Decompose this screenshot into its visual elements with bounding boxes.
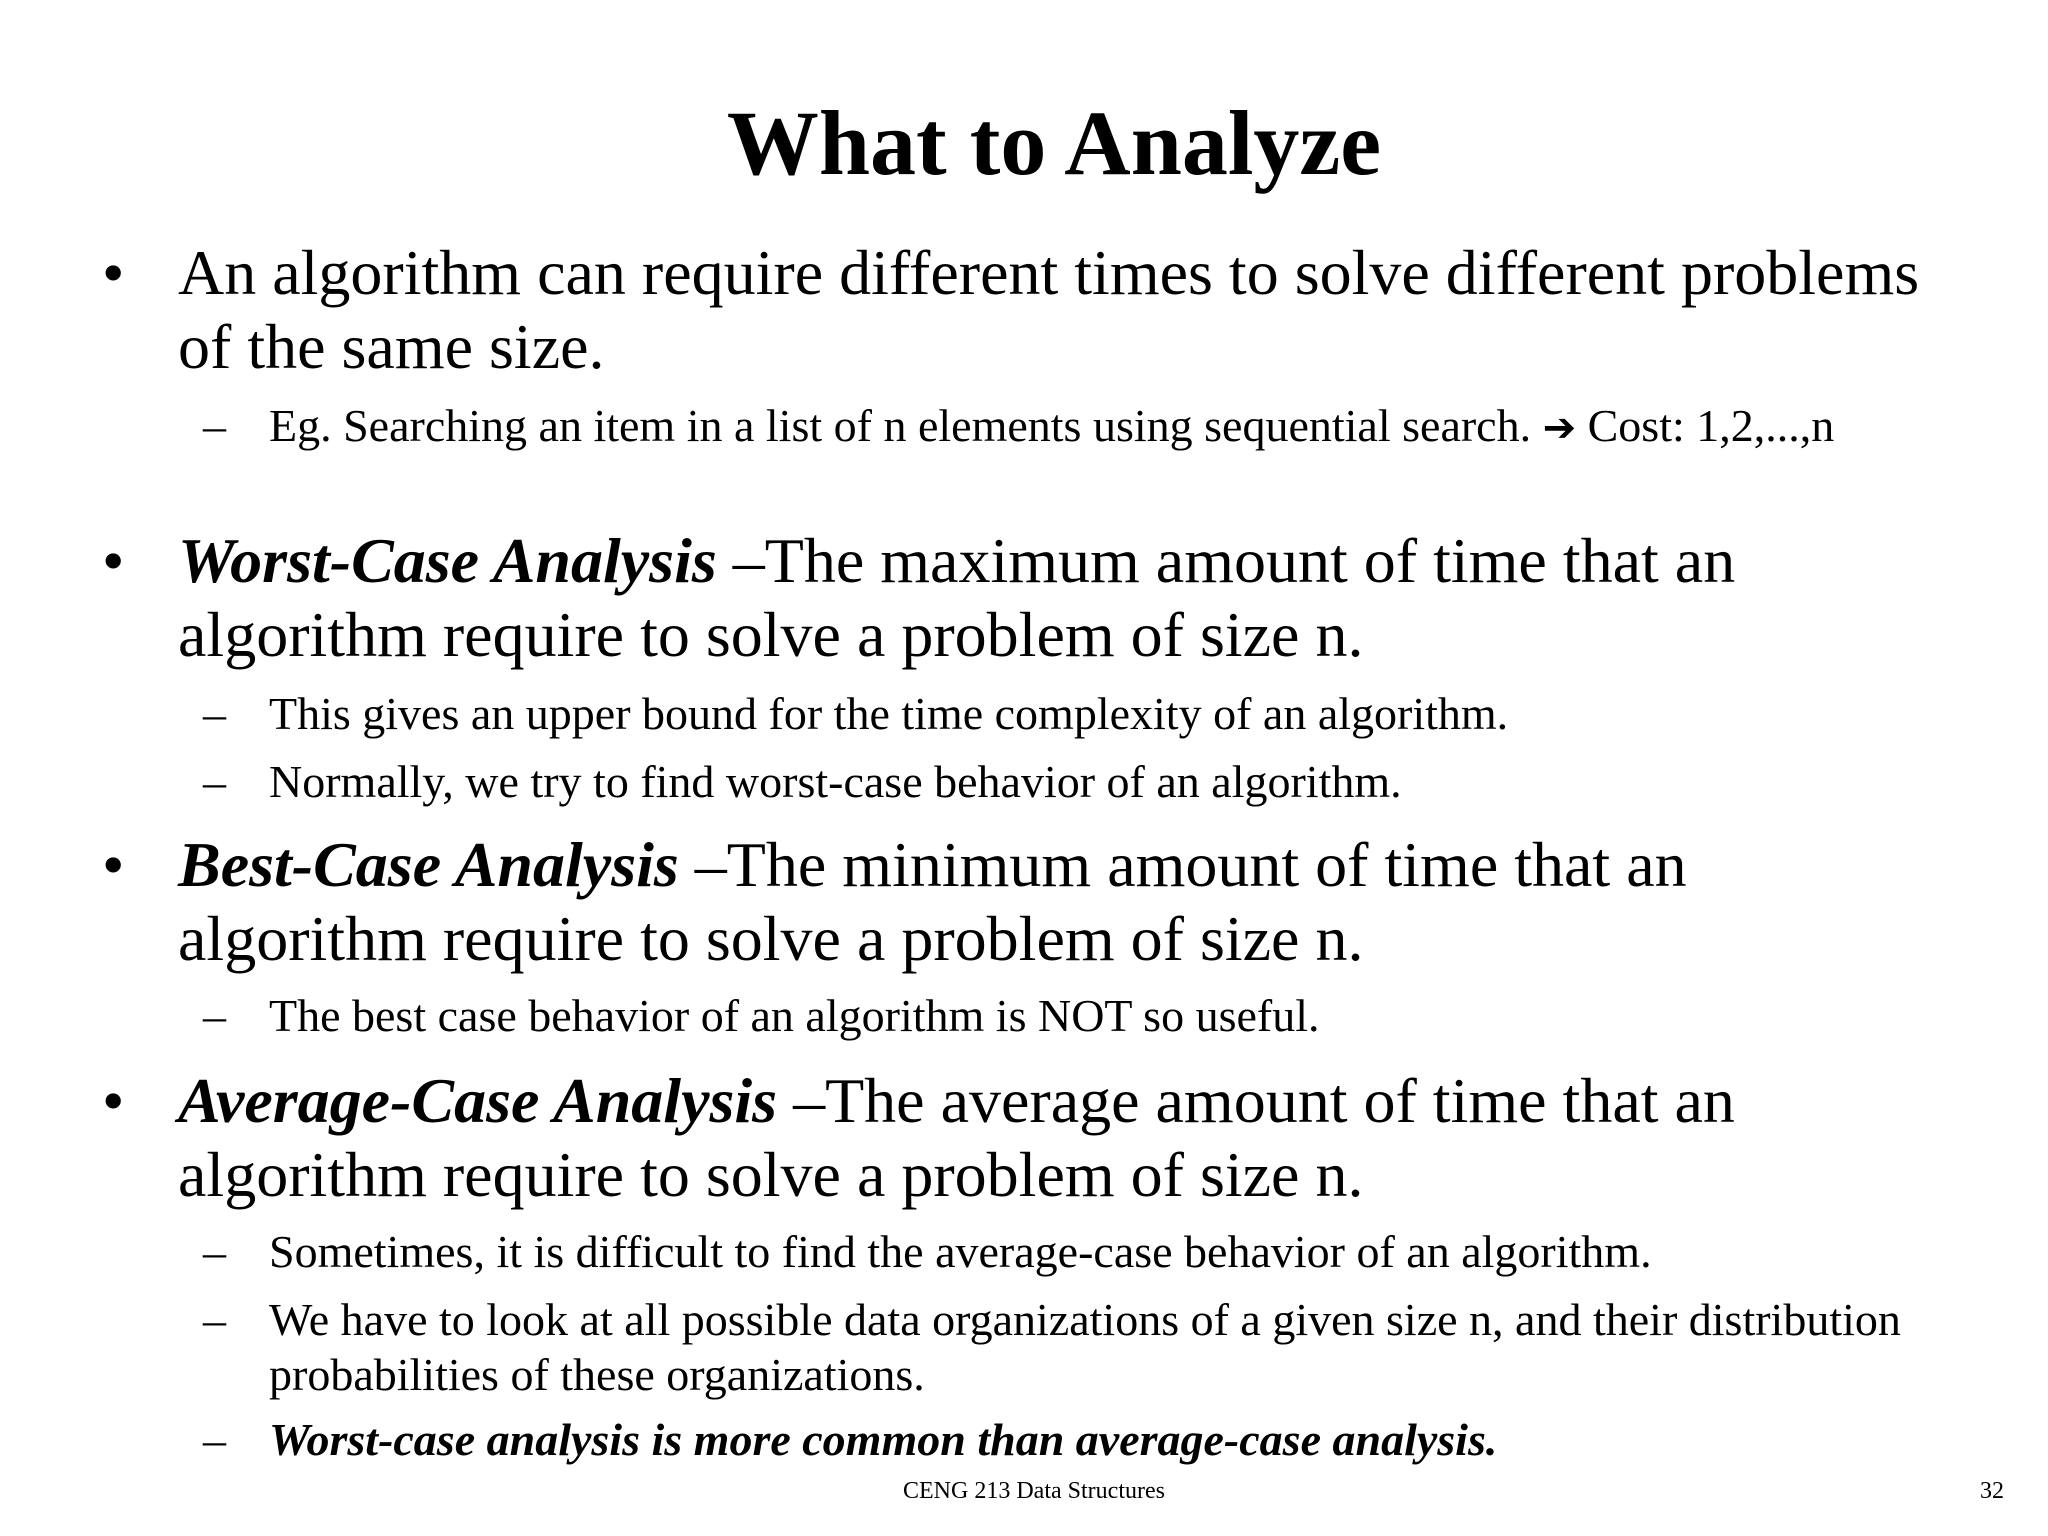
dash-marker: –	[203, 756, 226, 807]
bullet-point	[102, 828, 1938, 976]
bullet-point	[102, 236, 1938, 384]
right-arrow-icon: ➔	[1542, 405, 1577, 451]
bullet-text: –The average amount of time that an algorithm require to solve a problem of size n.	[178, 1065, 1735, 1210]
bullet-marker: •	[102, 525, 125, 596]
sub-point-text: Worst-case analysis is more common than average-case analysis.	[269, 1414, 1498, 1465]
bullet-marker: •	[102, 829, 125, 900]
sub-point-text: The best case behavior of an algorithm is NOT so useful.	[269, 990, 1320, 1041]
dash-marker: –	[203, 1294, 226, 1345]
slide-title: What to Analyze	[726, 92, 1382, 194]
term-label: Average-Case Analysis	[178, 1065, 778, 1136]
sub-point	[203, 1412, 1909, 1467]
term-label: Best-Case Analysis	[178, 829, 679, 900]
bullet-text: –The minimum amount of time that an algorithm require to solve a problem of size n.	[178, 829, 1687, 974]
sub-point-text: Cost: 1,2,...,n	[1587, 400, 1835, 451]
bullet-marker: •	[102, 1065, 125, 1136]
sub-point	[203, 1292, 1909, 1402]
sub-point	[203, 398, 1909, 456]
sub-point-text: Normally, we try to find worst-case behavior of an algorithm.	[269, 756, 1402, 807]
dash-marker: –	[203, 400, 226, 451]
page-number: 32	[1980, 1478, 2004, 1504]
sub-point-text: Eg. Searching an item in a list of n elements using sequential search.	[269, 400, 1532, 451]
bullet-marker: •	[102, 237, 125, 308]
sub-point-text: Sometimes, it is difficult to find the average-case behavior of an algorithm.	[269, 1226, 1652, 1277]
bullet-text: –The maximum amount of time that an algorithm require to solve a problem of size n.	[178, 525, 1736, 670]
term-label: Worst-Case Analysis	[178, 525, 717, 596]
dash-marker: –	[203, 1414, 226, 1465]
dash-marker: –	[203, 688, 226, 739]
footer-course: CENG 213 Data Structures	[903, 1478, 1165, 1504]
sub-point-text: We have to look at all possible data organizations of a given size n, and their distribution probabilities of these organizations.	[269, 1294, 1901, 1400]
sub-point	[203, 754, 1909, 809]
dash-marker: –	[203, 1226, 226, 1277]
bullet-point	[102, 1064, 1938, 1212]
bullet-point	[102, 524, 1938, 672]
bullet-text: An algorithm can require different times to solve different problems of the same size.	[178, 237, 1920, 382]
sub-point-text: This gives an upper bound for the time complexity of an algorithm.	[269, 688, 1509, 739]
sub-point	[203, 1224, 1909, 1279]
sub-point	[203, 686, 1909, 741]
dash-marker: –	[203, 990, 226, 1041]
sub-point	[203, 988, 1909, 1043]
